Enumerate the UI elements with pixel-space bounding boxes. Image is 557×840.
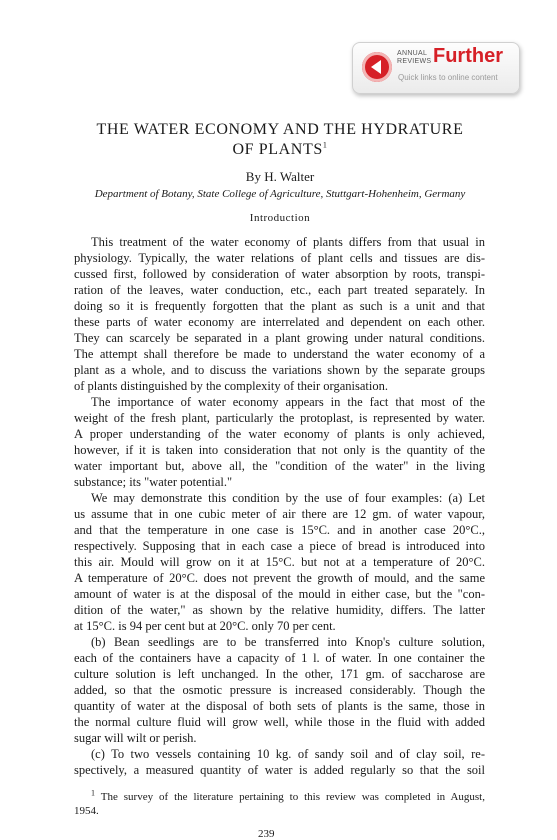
- body-line: added, so that the osmotic pressure is increased considerably. Though the: [74, 683, 485, 697]
- body-line: A proper understanding of the water economy of plants is only achieved,: [74, 427, 485, 441]
- body-line: these parts of water economy are interrelated and dependent on each other.: [74, 315, 485, 329]
- section-heading: Introduction: [249, 212, 311, 224]
- body-line: This treatment of the water economy of plants differs from that usual in: [91, 235, 485, 249]
- body-line: sugar will wilt or perish.: [74, 731, 197, 745]
- body-line: weight of the fresh plant, particularly the protoplast, is represented by water.: [74, 411, 485, 425]
- annual-reviews-further-badge[interactable]: [352, 42, 520, 94]
- body-line: respectively. Supposing that in each case a piece of bread is introduced into: [74, 539, 485, 553]
- body-line: plant as a whole, and to discuss the variations shown by the separate groups: [74, 363, 485, 377]
- footnote-mark: 1: [91, 788, 95, 798]
- body-line: water important but, above all, the "condition of the water" in the living: [74, 459, 485, 473]
- body-line: quantity of water at the disposal of both sets of plants is the same, those in: [74, 699, 485, 713]
- article-title-line-2: OF PLANTS$^1$: [232, 140, 328, 158]
- body-line: spectively, a measured quantity of water is added regularly so that the soil: [74, 763, 485, 777]
- badge-subtitle: Quick links to online content: [398, 73, 498, 82]
- body-line: doing so it is frequently forgotten that the plant as such is a unit and that: [74, 299, 485, 313]
- body-line: us assume that in one cubic meter of air there are 12 gm. of water vapour,: [74, 507, 485, 521]
- page-number: 239: [258, 828, 275, 840]
- body-line: ration of the leaves, water conduction, etc., each part treated separately. In: [74, 283, 485, 297]
- body-line: of plants distinguished by the complexity of their organisation.: [74, 379, 388, 393]
- badge-further-label: Further: [433, 45, 503, 67]
- body-line: culture solution is left unchanged. In the other, 171 gm. of saccharose are: [74, 667, 485, 681]
- footnote-line-2: 1954.: [74, 805, 99, 817]
- footnote-line-1: $^1$ The survey of the literature pertaining to this review was completed in August,: [91, 788, 485, 803]
- body-line: cussed first, followed by consideration of water absorption by roots, transpi-: [74, 267, 485, 281]
- body-line: and that the temperature in one case is 15°C. and in another case 20°C.,: [74, 523, 485, 537]
- play-left-icon: [362, 52, 392, 82]
- affiliation: Department of Botany, State College of Agriculture, Stuttgart-Hohenheim, Germany: [94, 188, 466, 200]
- body-line: the normal culture fluid will grow well, while those in the fluid with added: [74, 715, 485, 729]
- article-title-line-1: THE WATER ECONOMY AND THE HYDRATURE: [96, 121, 464, 138]
- body-line: The importance of water economy appears in the fact that most of the: [91, 395, 485, 409]
- body-line: however, if it is taken into consideration that not only is the quantity of the: [74, 443, 485, 457]
- body-line: substance; its "water potential.": [74, 475, 233, 489]
- badge-annual-reviews-label: ANNUAL REVIEWS: [397, 50, 432, 65]
- body-line: amount of water is at the disposal of the mould in either case, but the "con-: [74, 587, 485, 601]
- body-line: The attempt shall therefore be made to understand the water economy of a: [74, 347, 485, 361]
- body-line: physiology. Typically, the water relations of plant cells and tissues are dis-: [74, 251, 485, 265]
- body-line: They can scarcely be separated in a plant growing under natural conditions.: [74, 331, 485, 345]
- body-line: this air. Mould will grow on it at 15°C. but not at a temperature of 20°C.: [74, 555, 485, 569]
- body-line: (c) To two vessels containing 10 kg. of sandy soil and of clay soil, re-: [91, 747, 485, 761]
- author-line: By H. Walter: [245, 169, 315, 184]
- body-line: dition of the water," as shown by the relative humidity, differs. The latter: [74, 603, 485, 617]
- title-footnote-mark: 1: [322, 140, 328, 150]
- body-line: We may demonstrate this condition by the use of four examples: (a) Let: [91, 491, 485, 505]
- body-line: at 15°C. is 94 per cent but at 20°C. only 70 per cent.: [74, 619, 336, 633]
- body-line: each of the containers have a capacity of 1 l. of water. In one container the: [74, 651, 485, 665]
- body-line: (b) Bean seedlings are to be transferred into Knop's culture solution,: [91, 635, 485, 649]
- body-line: A temperature of 20°C. does not prevent the growth of mould, and the same: [74, 571, 485, 585]
